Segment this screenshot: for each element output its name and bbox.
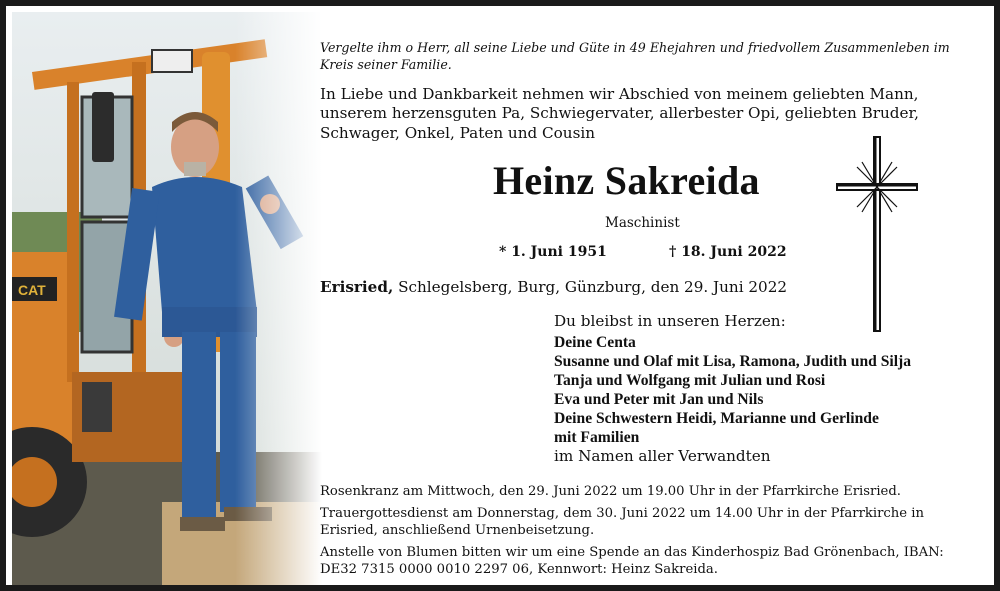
mourners-closing: im Namen aller Verwandten — [554, 447, 771, 465]
death-date: † 18. Juni 2022 — [669, 244, 787, 260]
mourner-line: Tanja und Wolfgang mit Julian und Rosi — [554, 372, 826, 389]
funeral-service-note: Trauergottesdienst am Donnerstag, dem 30. Juni 2022 um 14.00 Uhr in der Pfarrkirche in Erisried, anschließend Urnenbeisetzung. — [320, 506, 925, 538]
occupation: Maschinist — [605, 215, 680, 231]
mourners-list — [554, 312, 994, 466]
cross-icon — [832, 134, 922, 334]
birth-date: * 1. Juni 1951 — [499, 244, 607, 260]
donation-note: Anstelle von Blumen bitten wir um eine Spende an das Kinderhospiz Bad Grönenbach, IBAN: DE32 7315 0000 0010 2297 06, Kennwort: Heinz Sakreida. — [320, 545, 944, 577]
mourner-line: Deine Centa — [554, 334, 636, 351]
mourner-line: Deine Schwestern Heidi, Marianne und Gerlinde — [554, 410, 879, 427]
rosary-note: Rosenkranz am Mittwoch, den 29. Juni 2022 um 19.00 Uhr in der Pfarrkirche Erisried. — [320, 484, 901, 499]
portrait-photo — [12, 12, 322, 591]
mourners-lead: Du bleibst in unseren Herzen: — [554, 312, 786, 330]
motto-verse: Vergelte ihm o Herr, all seine Liebe und Güte in 49 Ehejahren und friedvollem Zusammenleben im Kreis seiner Familie. — [320, 40, 950, 72]
mourner-line: Susanne und Olaf mit Lisa, Ramona, Judith und Silja — [554, 353, 912, 370]
place-date-line — [320, 278, 960, 297]
mourner-line: Eva und Peter mit Jan und Nils — [554, 391, 764, 408]
man-with-grader-illustration — [12, 12, 322, 591]
intro-paragraph: In Liebe und Dankbarkeit nehmen wir Abschied von meinem geliebten Mann, unserem herzensguten Pa, Schwiegervater, allerbester Opi, geliebten Bruder, Schwager, Onkel, Paten und Cousin — [320, 85, 919, 142]
deceased-name: Heinz Sakreida — [493, 158, 760, 203]
mourner-line: mit Familien — [554, 429, 640, 446]
service-notes — [320, 483, 960, 583]
place-town: Erisried, — [320, 278, 394, 296]
place-rest: Schlegelsberg, Burg, Günzburg, den 29. Juni 2022 — [393, 278, 788, 296]
